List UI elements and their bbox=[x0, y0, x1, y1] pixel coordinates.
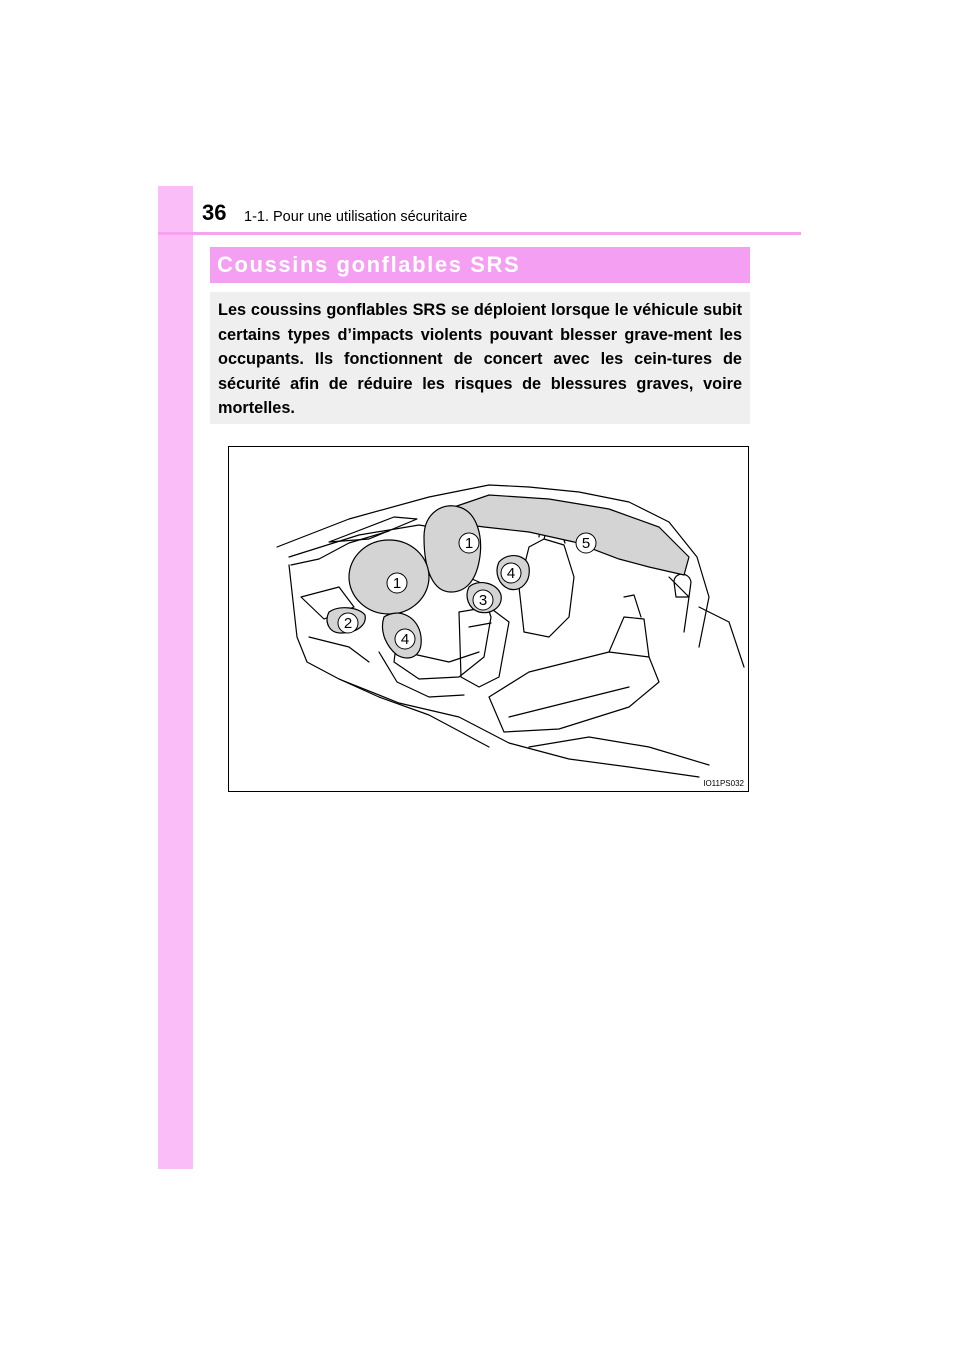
callout-2 bbox=[338, 613, 358, 633]
section-title: Coussins gonflables SRS bbox=[217, 252, 521, 277]
svg-text:2: 2 bbox=[343, 615, 353, 632]
svg-text:1: 1 bbox=[392, 575, 402, 592]
callout-5 bbox=[576, 533, 596, 553]
intro-box bbox=[210, 292, 750, 424]
figure-code: IO11PS032 bbox=[703, 779, 744, 788]
callout-1-lower bbox=[387, 573, 407, 593]
svg-text:1: 1 bbox=[464, 535, 474, 552]
svg-text:4: 4 bbox=[506, 565, 516, 582]
svg-text:5: 5 bbox=[581, 535, 591, 552]
callout-4-driver bbox=[395, 629, 415, 649]
section-title-bar bbox=[210, 247, 750, 283]
page-number: 36 bbox=[202, 200, 227, 225]
callout-4-passenger bbox=[501, 563, 521, 583]
svg-text:3: 3 bbox=[478, 592, 488, 609]
pink-side-tab bbox=[158, 186, 193, 1169]
car-interior-drawing bbox=[229, 447, 749, 792]
svg-text:4: 4 bbox=[400, 631, 410, 648]
callout-3 bbox=[473, 590, 493, 610]
intro-paragraph: Les coussins gonflables SRS se déploient lorsque le véhicule subit certains types d’impacts violents pouvant blesser grave-ment les occupants. Ils fonctionnent de concert avec les cein-tures de sécurité afin de réduire les risques de blessures graves, voire mortelles. bbox=[218, 301, 742, 417]
airbag-illustration bbox=[228, 446, 749, 792]
section-breadcrumb: 1-1. Pour une utilisation sécuritaire bbox=[244, 209, 468, 225]
callout-1-upper bbox=[459, 533, 479, 553]
header-divider bbox=[158, 232, 801, 235]
